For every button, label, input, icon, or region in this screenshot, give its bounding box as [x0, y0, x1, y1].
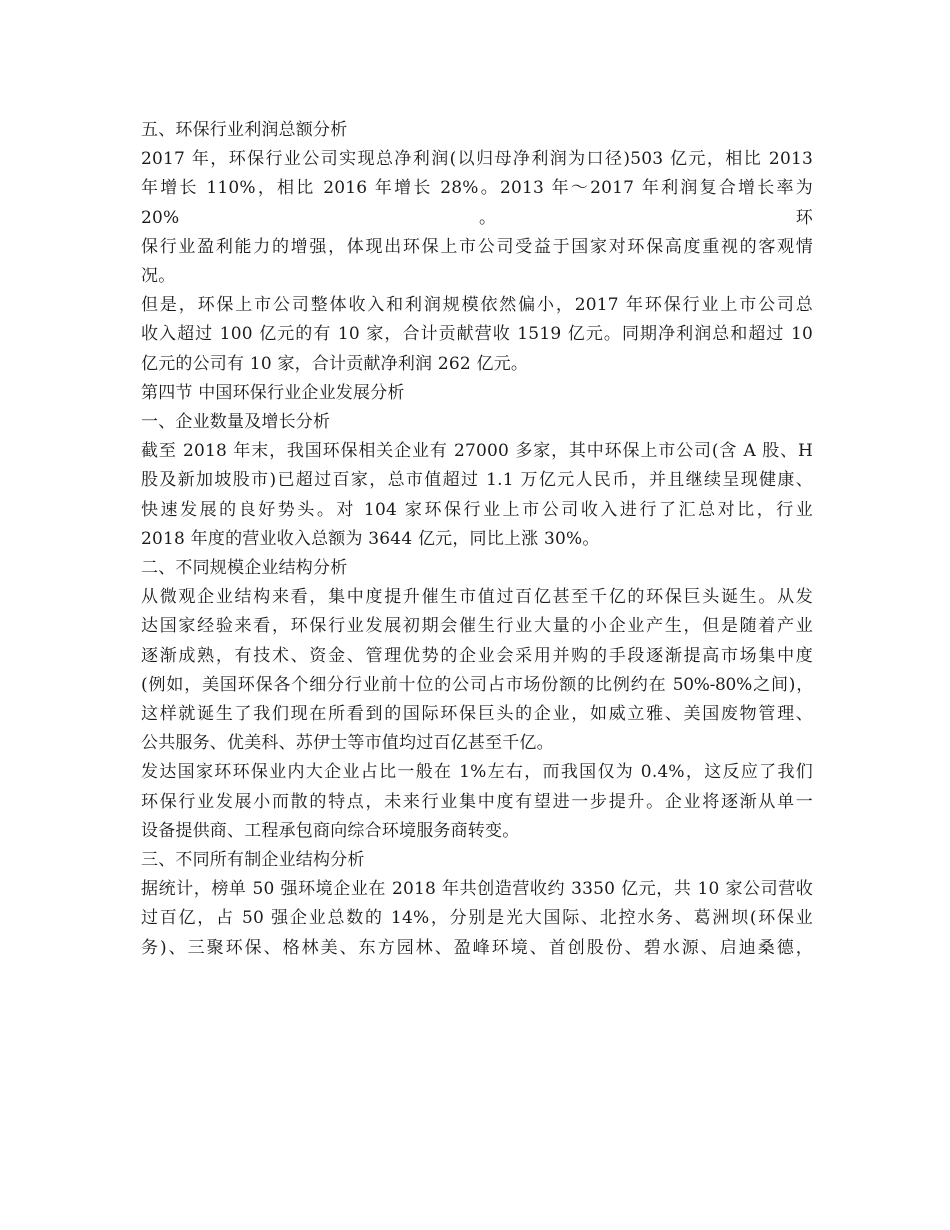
paragraph-line: 从微观企业结构来看，集中度提升催生市值过百亿甚至千亿的环保巨头诞生。从发	[141, 587, 813, 608]
paragraph-line: 2017 年，环保行业公司实现总净利润(以归母净利润为口径)503 亿元，相比 2013	[141, 149, 813, 170]
paragraph-line: 过百亿，占 50 强企业总数的 14%，分别是光大国际、北控水务、葛洲坝(环保业	[141, 908, 813, 929]
paragraph-line: 发达国家环环保业内大企业占比一般在 1%左右，而我国仅为 0.4%，这反应了我们	[141, 762, 813, 783]
paragraph-line: 务)、三聚环保、格林美、东方园林、盈峰环境、首创股份、碧水源、启迪桑德，	[141, 937, 813, 958]
document-page	[141, 116, 813, 963]
paragraph-line: (例如，美国环保各个细分行业前十位的公司占市场份额的比例约在 50%-80%之间)，	[141, 674, 813, 695]
paragraph-line: 快速发展的良好势头。对 104 家环保行业上市公司收入进行了汇总对比，行业	[141, 499, 813, 520]
paragraph-line: 公共服务、优美科、苏伊士等市值均过百亿甚至千亿。	[141, 733, 554, 754]
paragraph-line: 2018 年度的营业收入总额为 3644 亿元，同比上涨 30%。	[141, 528, 600, 549]
paragraph-line: 况。	[141, 266, 176, 287]
paragraph-line: 年增长 110%，相比 2016 年增长 28%。2013 年～2017 年利润复合增长率为 20%。环	[141, 178, 813, 228]
paragraph-line: 设备提供商、工程承包商向综合环境服务商转变。	[141, 820, 520, 841]
section-heading: 第四节 中国环保行业企业发展分析	[141, 382, 405, 403]
section-heading: 三、不同所有制企业结构分析	[141, 850, 365, 871]
paragraph-line: 逐渐成熟，有技术、资金、管理优势的企业会采用并购的手段逐渐提高市场集中度	[141, 645, 813, 666]
paragraph-line: 截至 2018 年末，我国环保相关企业有 27000 多家，其中环保上市公司(含 A 股、H	[141, 441, 813, 462]
paragraph-line: 但是，环保上市公司整体收入和利润规模依然偏小，2017 年环保行业上市公司总	[141, 295, 813, 316]
paragraph-line: 达国家经验来看，环保行业发展初期会催生行业大量的小企业产生，但是随着产业	[141, 616, 813, 637]
paragraph-line: 收入超过 100 亿元的有 10 家，合计贡献营收 1519 亿元。同期净利润总和超过 10	[141, 324, 813, 345]
paragraph-line: 环保行业发展小而散的特点，未来行业集中度有望进一步提升。企业将逐渐从单一	[141, 791, 813, 812]
paragraph-line: 股及新加坡股市)已超过百家，总市值超过 1.1 万亿元人民币，并且继续呈现健康、	[141, 470, 813, 491]
section-heading: 五、环保行业利润总额分析	[141, 120, 348, 140]
paragraph-line: 据统计，榜单 50 强环境企业在 2018 年共创造营收约 3350 亿元，共 10 家公司营收	[141, 879, 813, 900]
section-heading: 二、不同规模企业结构分析	[141, 558, 348, 579]
paragraph-line: 亿元的公司有 10 家，合计贡献净利润 262 亿元。	[141, 353, 529, 374]
paragraph-line: 这样就诞生了我们现在所看到的国际环保巨头的企业，如威立雅、美国废物管理、	[141, 704, 813, 725]
section-heading: 一、企业数量及增长分析	[141, 412, 331, 433]
paragraph-line: 保行业盈利能力的增强，体现出环保上市公司受益于国家对环保高度重视的客观情	[141, 236, 813, 257]
